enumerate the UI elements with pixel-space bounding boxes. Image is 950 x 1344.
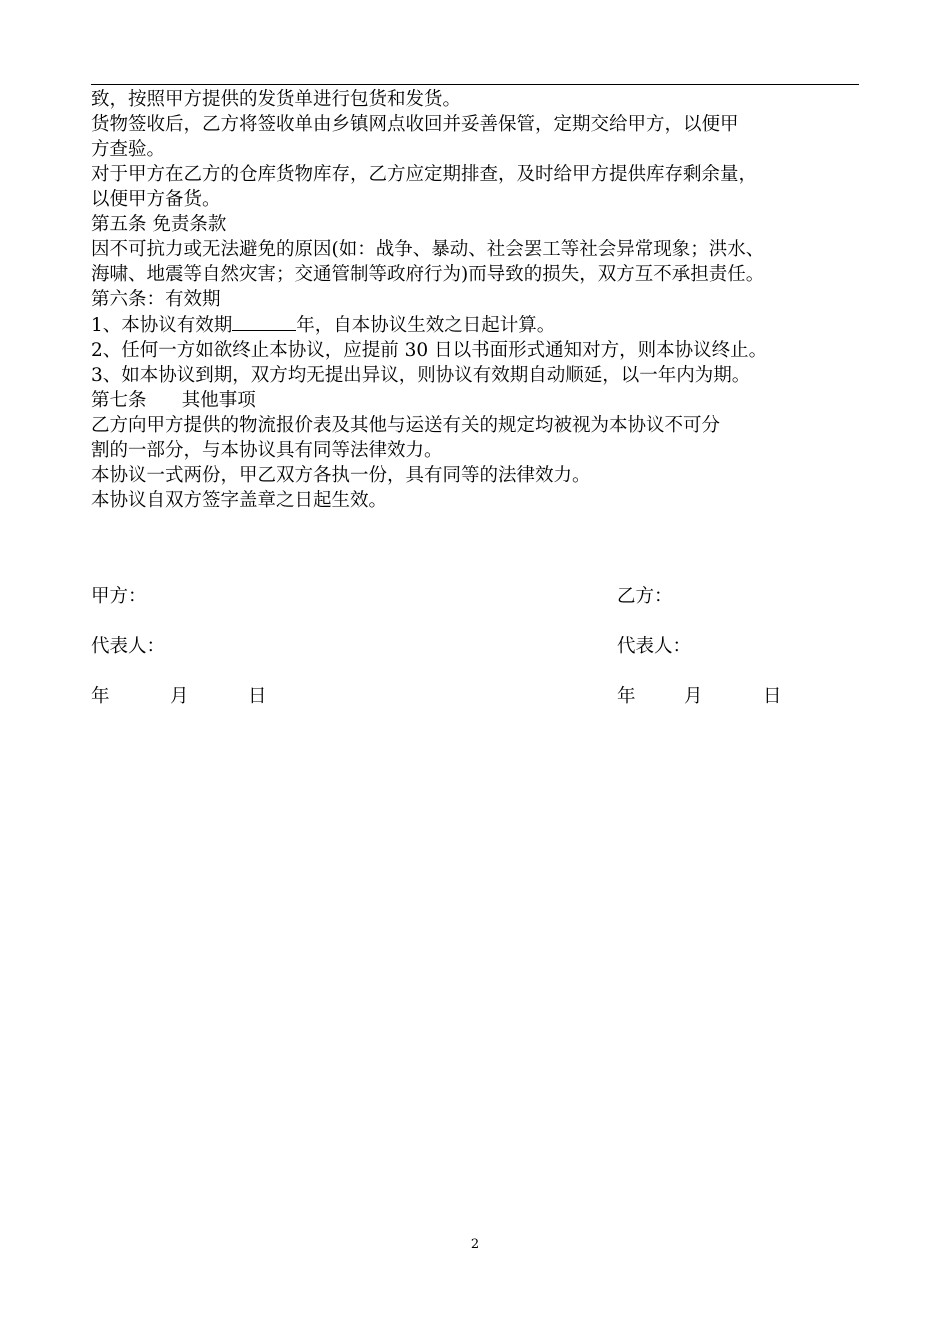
party-b-label: 乙方： [617, 586, 673, 607]
clause-text: 年，自本协议生效之日起计算。 [296, 315, 556, 336]
paragraph: 对于甲方在乙方的仓库货物库存，乙方应定期排查，及时给甲方提供库存剩余量， [91, 164, 758, 185]
clause-6-3: 3、如本协议到期，双方均无提出异议，则协议有效期自动顺延，以一年内为期。 [91, 365, 751, 386]
paragraph: 方查验。 [91, 139, 166, 160]
article-7-title: 第七条 其他事项 [91, 390, 256, 411]
paragraph: 因不可抗力或无法避免的原因(如：战争、暴动、社会罢工等社会异常现象；洪水、 [91, 239, 765, 260]
paragraph: 乙方向甲方提供的物流报价表及其他与运送有关的规定均被视为本协议不可分 [91, 415, 721, 436]
day-label: 日 [763, 686, 782, 707]
page-number: 2 [470, 1237, 480, 1252]
party-a-label: 甲方： [91, 586, 147, 607]
article-6-title: 第六条：有效期 [91, 289, 221, 310]
paragraph: 本协议自双方签字盖章之日起生效。 [91, 490, 388, 511]
representative-b-label: 代表人： [617, 636, 692, 657]
clause-6-2: 2、任何一方如欲终止本协议，应提前 30 日以书面形式通知对方，则本协议终止。 [91, 340, 768, 361]
month-label: 月 [170, 686, 189, 707]
clause-6-1 [91, 312, 863, 338]
paragraph: 货物签收后，乙方将签收单由乡镇网点收回并妥善保管，定期交给甲方，以便甲 [91, 114, 739, 135]
paragraph: 本协议一式两份，甲乙双方各执一份，具有同等的法律效力。 [91, 465, 591, 486]
document-body [91, 87, 863, 513]
paragraph: 致，按照甲方提供的发货单进行包货和发货。 [91, 89, 462, 110]
month-label: 月 [684, 686, 703, 707]
clause-text: 1、本协议有效期 [91, 315, 233, 336]
header-rule [91, 84, 859, 85]
paragraph: 海啸、地震等自然灾害；交通管制等政府行为)而导致的损失，双方互不承担责任。 [91, 264, 765, 285]
year-label: 年 [617, 686, 636, 707]
term-blank [232, 312, 296, 331]
paragraph: 以便甲方备货。 [91, 189, 221, 210]
paragraph: 割的一部分，与本协议具有同等法律效力。 [91, 440, 443, 461]
article-5-title: 第五条 免责条款 [91, 214, 227, 235]
representative-a-label: 代表人： [91, 636, 166, 657]
day-label: 日 [248, 686, 267, 707]
year-label: 年 [91, 686, 110, 707]
